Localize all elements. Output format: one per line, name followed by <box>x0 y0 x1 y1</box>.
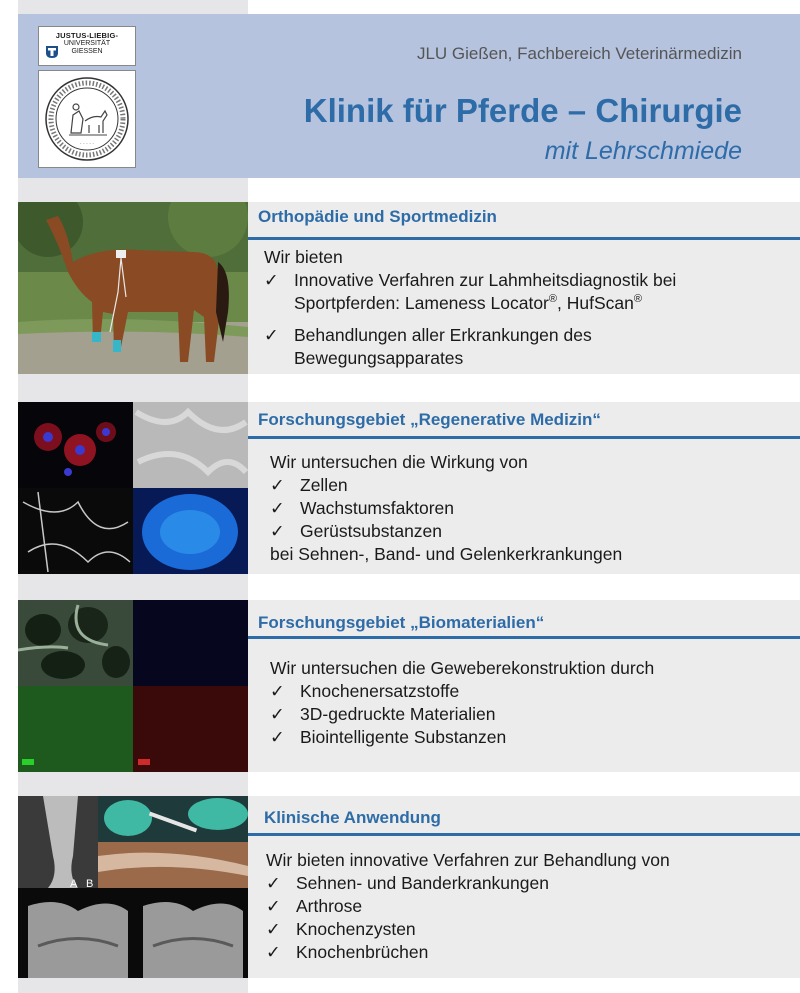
list-item: ✓ Biointelligente Substanzen <box>270 727 507 747</box>
section-orthopedics <box>18 202 800 374</box>
check-icon: ✓ <box>270 498 285 518</box>
check-icon: ✓ <box>266 919 281 939</box>
check-icon: ✓ <box>270 704 285 724</box>
university-mark-icon <box>45 45 59 59</box>
list-item: ✓ Wachstumsfaktoren <box>270 498 454 518</box>
logo-text-line1: JUSTUS-LIEBIG- <box>55 31 119 40</box>
section-divider <box>248 237 800 240</box>
list-item: ✓ Zellen <box>270 475 348 495</box>
section-regenerative-medicine <box>18 402 800 574</box>
horse-photo <box>18 202 248 374</box>
check-icon: ✓ <box>264 270 279 290</box>
check-icon: ✓ <box>270 521 285 541</box>
section-title-regenerative: Forschungsgebiet „Regenerative Medizin“ <box>258 410 601 429</box>
list-item: ✓ Gerüstsubstanzen <box>270 521 443 541</box>
check-icon: ✓ <box>266 896 281 916</box>
biomaterial-image-grid <box>18 600 248 772</box>
check-icon: ✓ <box>270 681 285 701</box>
list-item: ✓ Knochenersatzstoffe <box>270 681 460 701</box>
institution-line: JLU Gießen, Fachbereich Veterinärmedizin <box>416 44 742 63</box>
section-divider <box>248 833 800 836</box>
section-title-clinical: Klinische Anwendung <box>264 808 441 827</box>
section-outro: bei Sehnen-, Band- und Gelenkerkrankungen <box>270 544 623 564</box>
page-subtitle: mit Lehrschmiede <box>544 137 742 165</box>
list-item: ✓ Sehnen- und Banderkrankungen <box>266 873 549 893</box>
section-intro: Wir bieten <box>264 247 343 267</box>
faculty-seal <box>38 70 136 168</box>
list-item: ✓ Innovative Verfahren zur Lahmheitsdiagnostik bei Sportpferden: Lameness Locator®, HufScan® <box>264 270 677 313</box>
section-biomaterials <box>18 600 800 772</box>
section-intro: Wir untersuchen die Geweberekonstruktion durch <box>270 658 655 678</box>
list-item: ✓ 3D-gedruckte Materialien <box>270 704 496 724</box>
logo-text-line2: UNIVERSITÄT <box>63 40 111 47</box>
university-logo <box>38 26 136 66</box>
section-divider <box>248 436 800 439</box>
list-item: ✓ Knochenzysten <box>266 919 416 939</box>
check-icon: ✓ <box>270 727 285 747</box>
image-label-a: A <box>70 878 78 890</box>
list-item: ✓ Behandlungen aller Erkrankungen des Bewegungsapparates <box>264 325 592 368</box>
microscopy-image-grid <box>18 402 248 574</box>
section-body-orthopedics <box>264 246 794 370</box>
list-item: ✓ Arthrose <box>266 896 363 916</box>
section-clinical-application <box>18 796 800 978</box>
section-body-regenerative <box>270 451 790 566</box>
section-body-clinical <box>266 849 790 964</box>
section-intro: Wir bieten innovative Verfahren zur Behandlung von <box>266 850 670 870</box>
image-label-b: B <box>86 878 94 890</box>
logo-text-line3: GIESSEN <box>71 48 103 55</box>
section-title-orthopedics: Orthopädie und Sportmedizin <box>258 207 497 226</box>
registered-mark: ® <box>548 293 557 306</box>
section-title-biomaterials: Forschungsgebiet „Biomaterialien“ <box>258 613 545 632</box>
check-icon: ✓ <box>264 325 279 345</box>
check-icon: ✓ <box>266 873 281 893</box>
list-item: ✓ Knochenbrüchen <box>266 942 429 962</box>
registered-mark: ® <box>633 293 642 306</box>
section-divider <box>248 636 800 639</box>
clinical-image-collage <box>18 796 248 978</box>
seal-emblem-icon <box>43 75 131 163</box>
check-icon: ✓ <box>266 942 281 962</box>
section-intro: Wir untersuchen die Wirkung von <box>270 452 528 472</box>
svg-text:· · · · ·: · · · · · <box>80 141 94 147</box>
header-banner <box>18 14 800 178</box>
page-title: Klinik für Pferde – Chirurgie <box>303 92 742 129</box>
section-body-biomaterials <box>270 657 790 749</box>
check-icon: ✓ <box>270 475 285 495</box>
